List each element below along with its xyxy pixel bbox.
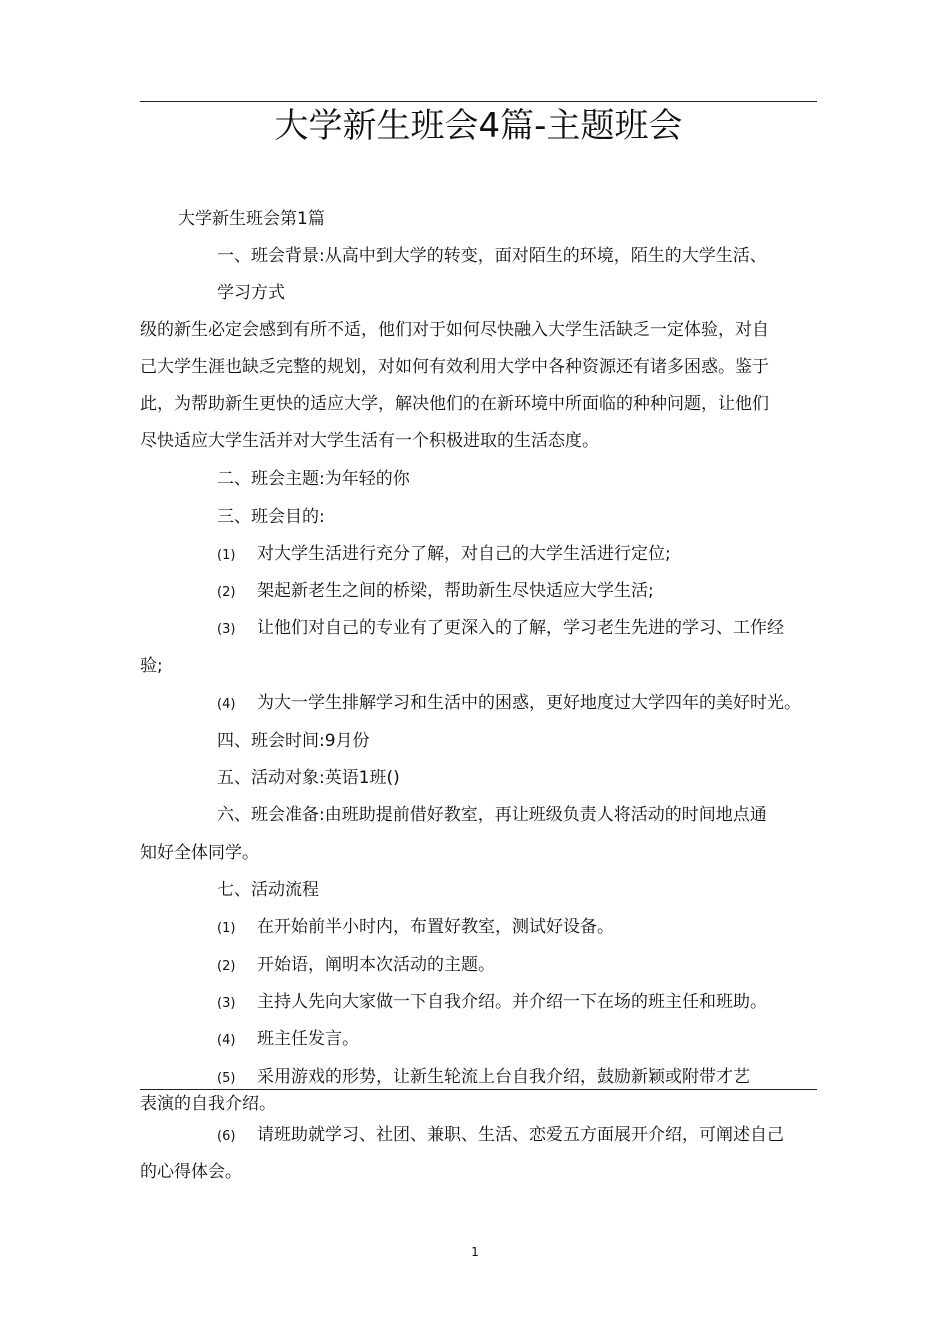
paragraph-line: 表演的自我介绍。	[140, 1094, 276, 1114]
paragraph-line: 知好全体同学。	[140, 843, 259, 863]
list-item-text: 班主任发言。	[257, 1029, 359, 1049]
list-item	[217, 990, 767, 1016]
list-item-text: 在开始前半小时内，布置好教室，测试好设备。	[257, 917, 614, 937]
list-item	[217, 542, 671, 568]
paragraph-line: 此，为帮助新生更快的适应大学，解决他们的在新环境中所面临的种种问题，让他们	[140, 394, 769, 414]
section-heading: 大学新生班会第1篇	[178, 209, 325, 229]
list-item-text: 架起新老生之间的桥梁，帮助新生尽快适应大学生活;	[257, 581, 654, 601]
paragraph-line: 己大学生涯也缺乏完整的规划，对如何有效利用大学中各种资源还有诸多困惑。鉴于	[140, 357, 769, 377]
list-item	[217, 691, 801, 717]
paragraph-line: 一、班会背景:从高中到大学的转变，面对陌生的环境，陌生的大学生活、	[217, 246, 767, 266]
list-item-text: 主持人先向大家做一下自我介绍。并介绍一下在场的班主任和班助。	[257, 992, 767, 1012]
list-item	[217, 1065, 750, 1091]
list-item-text: 让他们对自己的专业有了更深入的了解，学习老生先进的学习、工作经	[257, 618, 784, 638]
list-item-text: 为大一学生排解学习和生活中的困惑，更好地度过大学四年的美好时光。	[257, 693, 801, 713]
paragraph-line: 二、班会主题:为年轻的你	[217, 469, 410, 489]
document-title: 大学新生班会4篇-主题班会	[274, 106, 683, 146]
list-number: (6)	[217, 1129, 236, 1144]
list-item-text: 对大学生活进行充分了解，对自己的大学生活进行定位;	[257, 544, 671, 564]
paragraph-line: 级的新生必定会感到有所不适，他们对于如何尽快融入大学生活缺乏一定体验，对自	[140, 320, 769, 340]
list-item	[217, 953, 495, 979]
paragraph-line: 五、活动对象:英语1班()	[217, 768, 400, 788]
list-number: (2)	[217, 959, 236, 974]
paragraph-line: 学习方式	[217, 283, 285, 303]
list-item	[217, 579, 654, 605]
list-number: (2)	[217, 585, 236, 600]
paragraph-line: 六、班会准备:由班助提前借好教室，再让班级负责人将活动的时间地点通	[217, 805, 767, 825]
list-number: (1)	[217, 548, 236, 563]
paragraph-line: 验;	[140, 656, 163, 676]
paragraph-line: 的心得体会。	[140, 1162, 242, 1182]
page-number: 1	[471, 1245, 479, 1259]
paragraph-line: 七、活动流程	[217, 880, 319, 900]
top-rule	[140, 101, 817, 102]
list-number: (4)	[217, 1033, 236, 1048]
list-item-text: 请班助就学习、社团、兼职、生活、恋爱五方面展开介绍，可阐述自己	[257, 1125, 784, 1145]
list-number: (1)	[217, 921, 236, 936]
list-number: (3)	[217, 996, 236, 1011]
list-item	[217, 1123, 784, 1149]
list-item-text: 开始语，阐明本次活动的主题。	[257, 955, 495, 975]
list-item	[217, 1027, 359, 1053]
mid-rule	[140, 1089, 817, 1090]
list-number: (4)	[217, 697, 236, 712]
paragraph-line: 三、班会目的:	[217, 507, 325, 527]
list-item	[217, 616, 784, 642]
list-number: (3)	[217, 622, 236, 637]
paragraph-line: 四、班会时间:9月份	[217, 731, 370, 751]
list-item-text: 采用游戏的形势，让新生轮流上台自我介绍，鼓励新颖或附带才艺	[257, 1067, 750, 1087]
list-number: (5)	[217, 1071, 236, 1086]
list-item	[217, 915, 614, 941]
paragraph-line: 尽快适应大学生活并对大学生活有一个积极进取的生活态度。	[140, 431, 599, 451]
